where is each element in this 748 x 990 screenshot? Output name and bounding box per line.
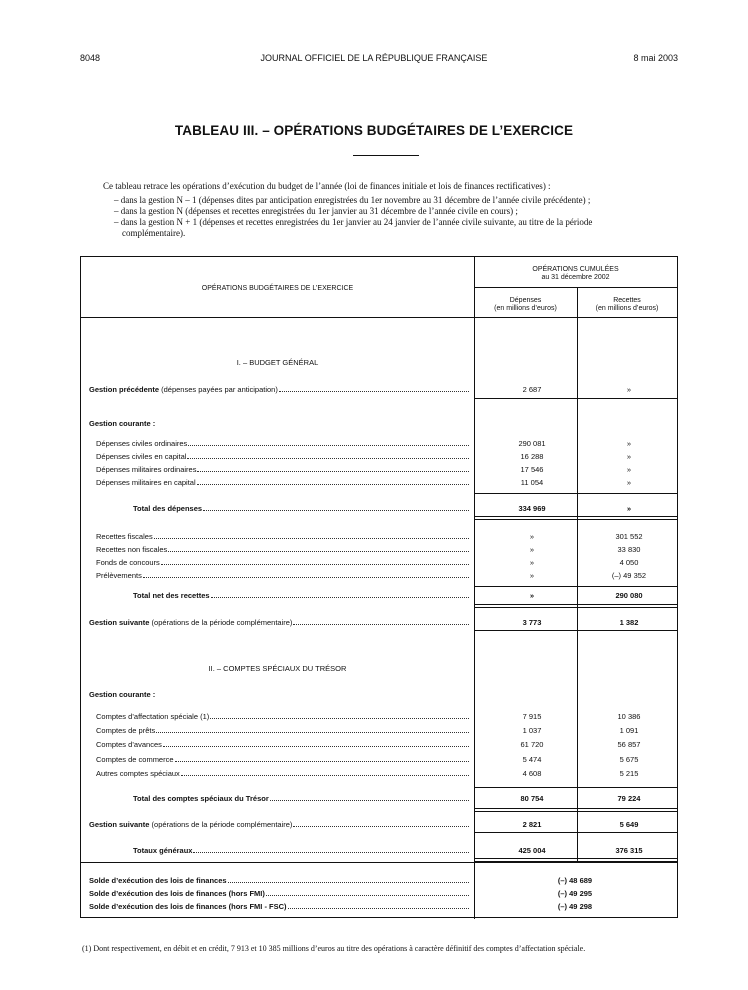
value-recettes: »	[626, 465, 632, 474]
table-row-total-depenses	[133, 504, 469, 513]
row-label: Total net des recettes	[133, 591, 210, 600]
row-rule	[474, 586, 677, 587]
value-recettes: »	[626, 452, 632, 461]
value-depenses: 290 081	[518, 439, 546, 448]
row-label: Recettes fiscales	[96, 532, 153, 541]
row-label: Comptes de prêts	[96, 726, 156, 735]
table-row	[96, 726, 469, 735]
row-label-bold: Gestion suivante	[89, 618, 150, 627]
row-label: Comptes d’affectation spéciale (1)	[96, 712, 210, 721]
value-recettes: »	[626, 478, 632, 487]
row-label: (opérations de la période complémentaire)	[149, 618, 293, 627]
row-label: (opérations de la période complémentaire)	[149, 820, 293, 829]
value-recettes: 1 091	[619, 726, 639, 735]
table-row	[96, 571, 469, 580]
row-label-bold: Gestion précédente	[89, 385, 160, 394]
total-rule	[474, 808, 677, 812]
row-label: Solde d’exécution des lois de finances (hors FMI - FSC)	[89, 902, 287, 911]
row-rule	[474, 398, 677, 399]
row-rule	[474, 630, 677, 631]
value-depenses: 2 821	[522, 820, 542, 829]
row-label: Solde d’exécution des lois de finances	[89, 876, 227, 885]
table-row	[96, 755, 469, 764]
table-row-gestion-suivante	[89, 618, 469, 627]
table-row	[96, 545, 469, 554]
value-depenses: »	[529, 532, 535, 541]
value-recettes: »	[626, 504, 632, 513]
value-recettes: 301 552	[615, 532, 643, 541]
value-recettes: 10 386	[617, 712, 641, 721]
column-header-depenses: Dépenses	[509, 297, 542, 304]
subsection-title: Gestion courante :	[89, 690, 156, 699]
row-rule	[474, 832, 677, 833]
column-header-depenses-unit: (en millions d’euros)	[494, 305, 557, 312]
column-group-header: OPÉRATIONS CUMULÉES	[532, 266, 619, 273]
value-recettes: »	[626, 439, 632, 448]
value-depenses: »	[529, 545, 535, 554]
value-recettes: 4 050	[619, 558, 639, 567]
row-label: Total des dépenses	[133, 504, 203, 513]
table-row-totaux-generaux	[133, 846, 469, 855]
row-label: Autres comptes spéciaux	[96, 769, 180, 778]
intro-item: complémentaire).	[122, 228, 186, 238]
table-row	[96, 740, 469, 749]
value-depenses: 334 969	[518, 504, 546, 513]
row-label: Dépenses militaires ordinaires	[96, 465, 197, 474]
title-rule	[353, 155, 419, 156]
row-label-bold: Gestion suivante	[89, 820, 150, 829]
table-row-gestion-suivante	[89, 820, 469, 829]
footnote: (1) Dont respectivement, en débit et en crédit, 7 913 et 10 385 millions d’euros au titre des opérations à caractère définitif des comptes d’affectation spéciale.	[82, 944, 586, 953]
value-recettes: 5 649	[619, 820, 639, 829]
value-recettes: 33 830	[617, 545, 641, 554]
table-row	[96, 558, 469, 567]
budget-table	[80, 256, 678, 918]
table-row	[96, 439, 469, 448]
row-label: Prélèvements	[96, 571, 142, 580]
row-label: Comptes de commerce	[96, 755, 174, 764]
table-row-solde	[89, 889, 469, 898]
table-row	[96, 478, 469, 487]
column-header-recettes-unit: (en millions d’euros)	[595, 305, 659, 312]
value-depenses: 5 474	[522, 755, 542, 764]
table-row	[96, 452, 469, 461]
column-divider	[474, 862, 475, 919]
row-label: Comptes d’avances	[96, 740, 162, 749]
row-label: Total des comptes spéciaux du Trésor	[133, 794, 269, 803]
value-depenses: 17 546	[520, 465, 544, 474]
table-row	[96, 532, 469, 541]
solde-value: (–) 49 298	[557, 902, 593, 911]
value-recettes: 79 224	[617, 794, 641, 803]
issue-date: 8 mai 2003	[633, 53, 678, 63]
subsection-title: Gestion courante :	[89, 419, 156, 428]
value-depenses: 7 915	[522, 712, 542, 721]
value-depenses: 80 754	[520, 794, 544, 803]
total-rule	[474, 516, 677, 520]
page-title: TABLEAU III. – OPÉRATIONS BUDGÉTAIRES DE L’EXERCICE	[174, 123, 574, 138]
row-rule	[81, 862, 677, 863]
value-depenses: 3 773	[522, 618, 542, 627]
solde-value: (–) 48 689	[557, 876, 593, 885]
row-label: Fonds de concours	[96, 558, 160, 567]
solde-value: (–) 49 295	[557, 889, 593, 898]
table-row-solde	[89, 876, 469, 885]
journal-title: JOURNAL OFFICIEL DE LA RÉPUBLIQUE FRANÇAISE	[260, 53, 488, 63]
page-number: 8048	[80, 53, 101, 63]
value-recettes: 1 382	[619, 618, 639, 627]
value-recettes: 5 215	[619, 769, 639, 778]
header-rule	[474, 287, 677, 288]
value-depenses: 16 288	[520, 452, 544, 461]
value-depenses: 4 608	[522, 769, 542, 778]
row-label: Totaux généraux	[133, 846, 193, 855]
section-title: II. – COMPTES SPÉCIAUX DU TRÉSOR	[208, 664, 347, 673]
value-recettes: 290 080	[615, 591, 643, 600]
column-header-recettes: Recettes	[613, 297, 641, 304]
column-group-subheader: au 31 décembre 2002	[541, 274, 610, 281]
table-row	[96, 465, 469, 474]
row-rule	[474, 787, 677, 788]
intro-item: – dans la gestion N – 1 (dépenses dites par anticipation enregistrées du 1er novembre au 31 décembre de l’année civile précédente) ;	[114, 195, 591, 205]
value-recettes: 5 675	[619, 755, 639, 764]
column-header-operations: OPÉRATIONS BUDGÉTAIRES DE L’EXERCICE	[201, 285, 354, 292]
value-recettes: »	[626, 385, 632, 394]
value-depenses: 61 720	[520, 740, 544, 749]
value-depenses: »	[529, 558, 535, 567]
row-label: Recettes non fiscales	[96, 545, 168, 554]
value-depenses: »	[529, 591, 535, 600]
table-row	[96, 769, 469, 778]
row-label: Dépenses militaires en capital	[96, 478, 196, 487]
table-row-total-comptes	[133, 794, 469, 803]
value-recettes: 56 857	[617, 740, 641, 749]
total-rule	[474, 604, 677, 608]
row-label: (dépenses payées par anticipation)	[159, 385, 278, 394]
value-depenses: 425 004	[518, 846, 546, 855]
intro-item: – dans la gestion N + 1 (dépenses et recettes enregistrées du 1er janvier au 24 janvier de l’année civile suivante, au titre de la période	[114, 217, 593, 227]
value-depenses: 1 037	[522, 726, 542, 735]
section-title: I. – BUDGET GÉNÉRAL	[236, 358, 319, 367]
row-rule	[474, 493, 677, 494]
column-divider	[474, 257, 475, 862]
row-label: Dépenses civiles en capital	[96, 452, 187, 461]
row-label: Solde d’exécution des lois de finances (hors FMI)	[89, 889, 265, 898]
table-row-solde	[89, 902, 469, 911]
table-row-total-net-recettes	[133, 591, 469, 600]
value-depenses: 2 687	[522, 385, 542, 394]
value-depenses: 11 054	[520, 478, 544, 487]
table-row-gestion-precedente	[89, 385, 469, 394]
intro-lead: Ce tableau retrace les opérations d’exécution du budget de l’année (loi de finances initiale et lois de finances rectificatives) :	[103, 181, 551, 191]
header-rule	[81, 317, 677, 318]
intro-item: – dans la gestion N (dépenses et recettes enregistrées du 1er janvier au 31 décembre de l’année civile en cours) ;	[114, 206, 518, 216]
row-label: Dépenses civiles ordinaires	[96, 439, 188, 448]
table-row	[96, 712, 469, 721]
value-depenses: »	[529, 571, 535, 580]
value-recettes: 376 315	[615, 846, 643, 855]
value-recettes: (–) 49 352	[611, 571, 647, 580]
